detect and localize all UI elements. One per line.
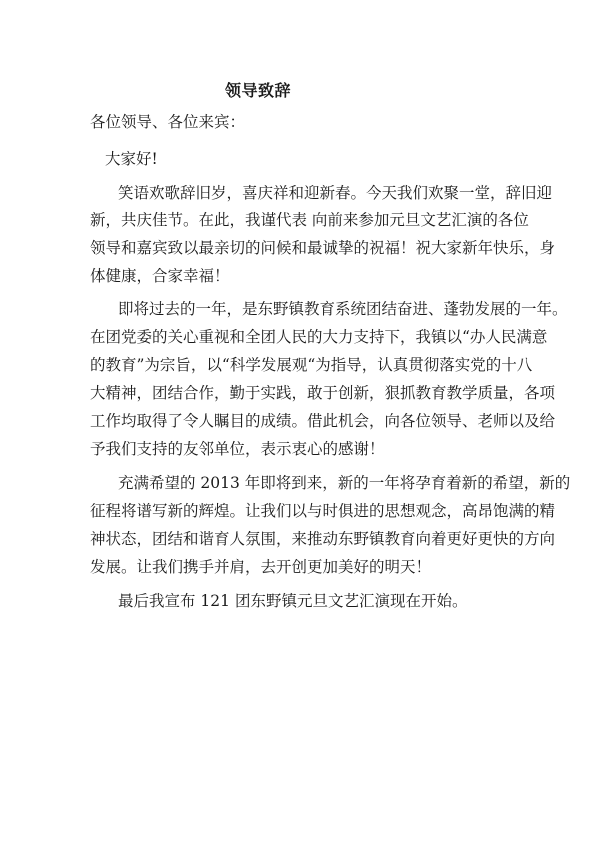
paragraph-2-line-2: 在团党委的关心重视和全团人民的大力支持下，我镇以“办人民满意 [90,328,548,346]
paragraph-3-line-2: 征程将谱写新的辉煌。让我们以与时俱进的思想观念，高昂饱满的精 [90,502,556,520]
paragraph-3-line-1: 充满希望的 2013 年即将到来，新的一年将孕育着新的希望，新的 [118,474,571,492]
greeting: 大家好! [105,150,158,168]
paragraph-1-line-1: 笑语欢歌辞旧岁，喜庆祥和迎新春。今天我们欢聚一堂，辞旧迎 [118,184,553,202]
paragraph-2-line-4: 大精神，团结合作，勤于实践，敢于创新，狠抓教育教学质量，各项 [90,384,556,402]
paragraph-2-line-1: 即将过去的一年，是东野镇教育系统团结奋进、蓬勃发展的一年。 [118,300,568,318]
salutation: 各位领导、各位来宾： [90,113,246,131]
paragraph-3-line-4: 发展。让我们携手并肩，去开创更加美好的明天！ [90,558,432,576]
paragraph-3-line-3: 神状态，团结和谐育人氛围，来推动东野镇教育向着更好更快的方向 [90,530,556,548]
paragraph-1-line-3: 领导和嘉宾致以最亲切的问候和最诚挚的祝福！祝大家新年快乐，身 [90,239,556,257]
paragraph-4-line-1: 最后我宣布 121 团东野镇元旦文艺汇演现在开始。 [118,592,468,610]
paragraph-2-line-3: 的教育”为宗旨，以“科学发展观“为指导，认真贯彻落实党的十八 [90,356,533,374]
paragraph-1-line-4: 体健康，合家幸福！ [90,267,230,285]
paragraph-2-line-6: 予我们支持的友邻单位，表示衷心的感谢！ [90,440,385,458]
paragraph-1-line-2: 新，共庆佳节。在此，我谨代表 向前来参加元旦文艺汇演的各位 [90,211,529,229]
paragraph-2-line-5: 工作均取得了令人瞩目的成绩。借此机会，向各位领导、老师以及给 [90,412,556,430]
document-title: 领导致辞 [225,81,292,100]
